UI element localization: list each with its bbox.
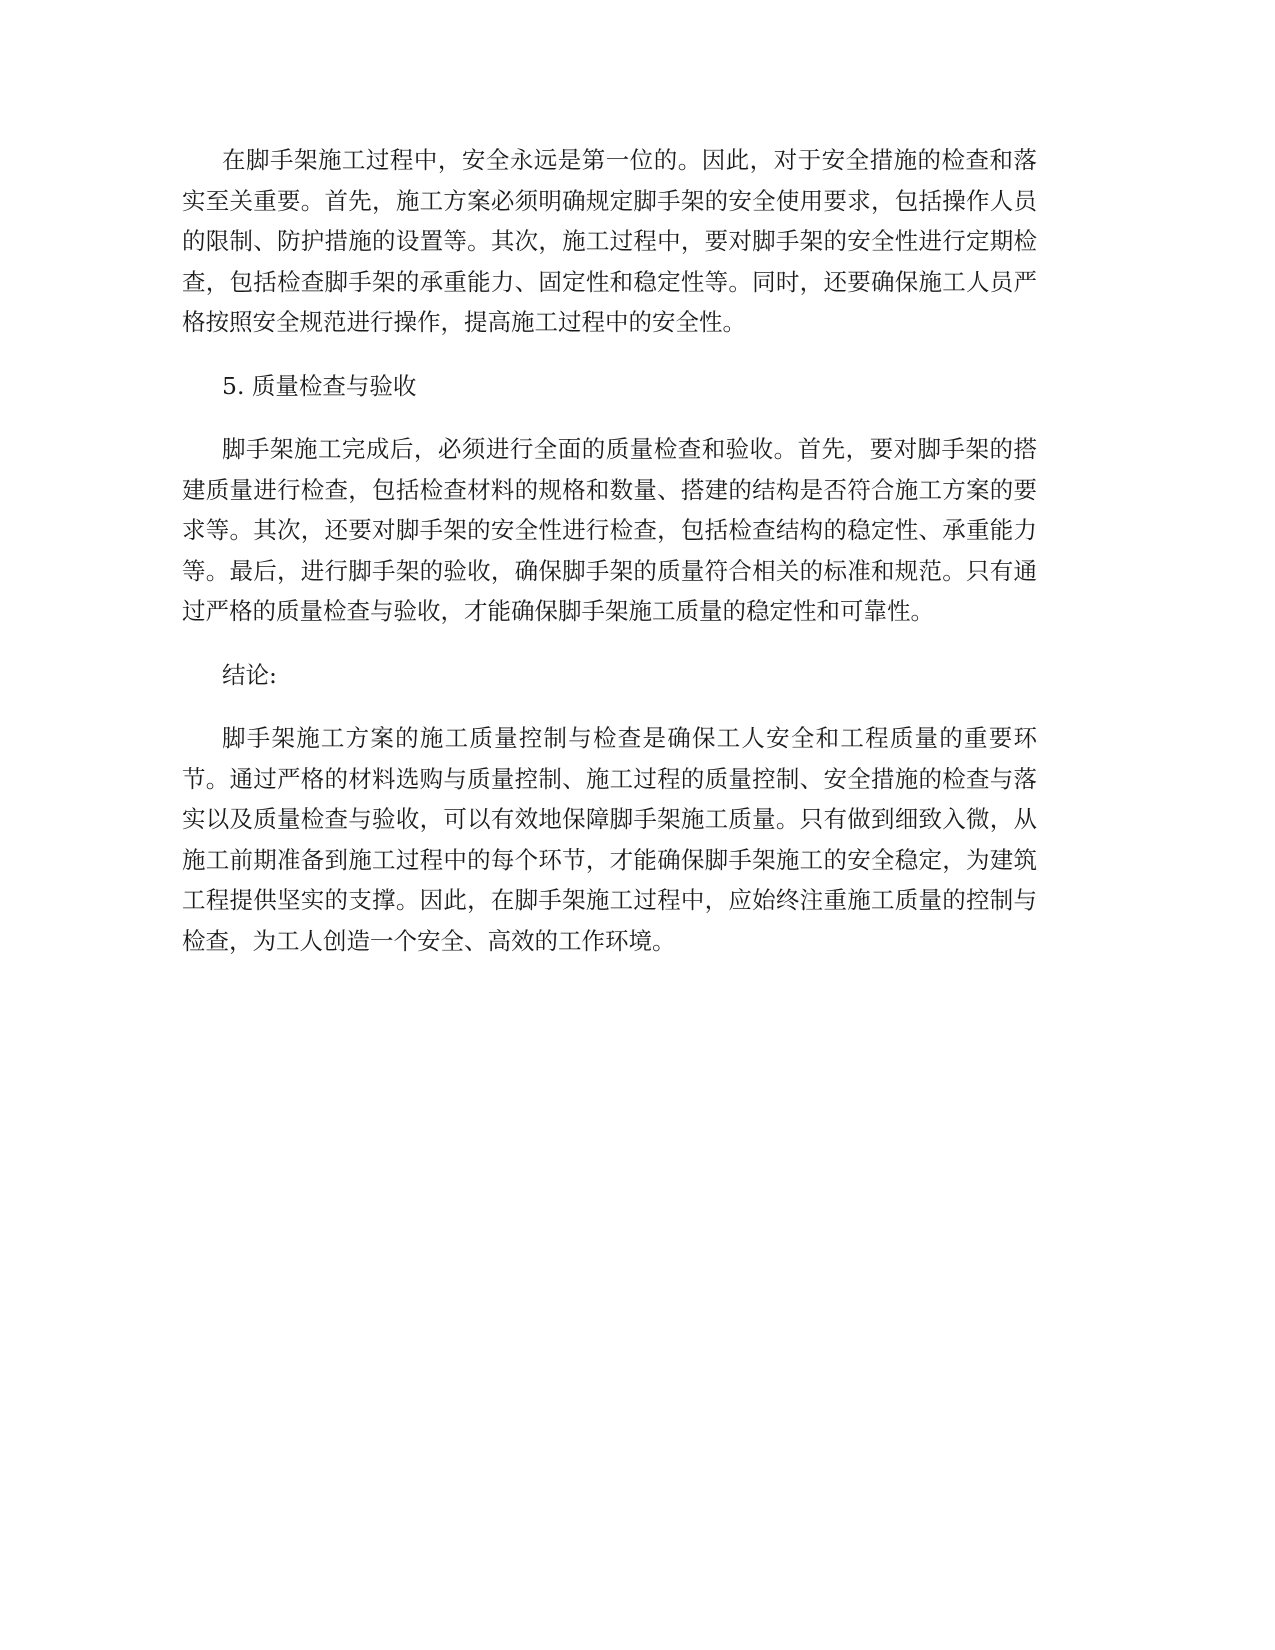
conclusion-heading: 结论: <box>222 660 277 689</box>
quality-inspection-paragraph: 脚手架施工完成后，必须进行全面的质量检查和验收。首先，要对脚手架的搭建质量进行检查，包括检查材料的规格和数量、搭建的结构是否符合施工方案的要求等。其次，还要对脚手架的安全性进行检查，包括检查结构的稳定性、承重能力等。最后，进行脚手架的验收，确保脚手架的质量符合相关的标准和规范。只有通过严格的质量检查与验收，才能确保脚手架施工质量的稳定性和可靠性。 <box>182 435 1037 625</box>
document-page <box>182 140 1037 984</box>
safety-measures-paragraph: 在脚手架施工过程中，安全永远是第一位的。因此，对于安全措施的检查和落实至关重要。首先，施工方案必须明确规定脚手架的安全使用要求，包括操作人员的限制、防护措施的设置等。其次，施工过程中，要对脚手架的安全性进行定期检查，包括检查脚手架的承重能力、固定性和稳定性等。同时，还要确保施工人员严格按照安全规范进行操作，提高施工过程中的安全性。 <box>182 146 1037 336</box>
section-5-heading: 5. 质量检查与验收 <box>222 371 417 400</box>
conclusion-paragraph: 脚手架施工方案的施工质量控制与检查是确保工人安全和工程质量的重要环节。通过严格的材料选购与质量控制、施工过程的质量控制、安全措施的检查与落实以及质量检查与验收，可以有效地保障脚手架施工质量。只有做到细致入微，从施工前期准备到施工过程中的每个环节，才能确保脚手架施工的安全稳定，为建筑工程提供坚实的支撑。因此，在脚手架施工过程中，应始终注重施工质量的控制与检查，为工人创造一个安全、高效的工作环境。 <box>182 724 1037 955</box>
